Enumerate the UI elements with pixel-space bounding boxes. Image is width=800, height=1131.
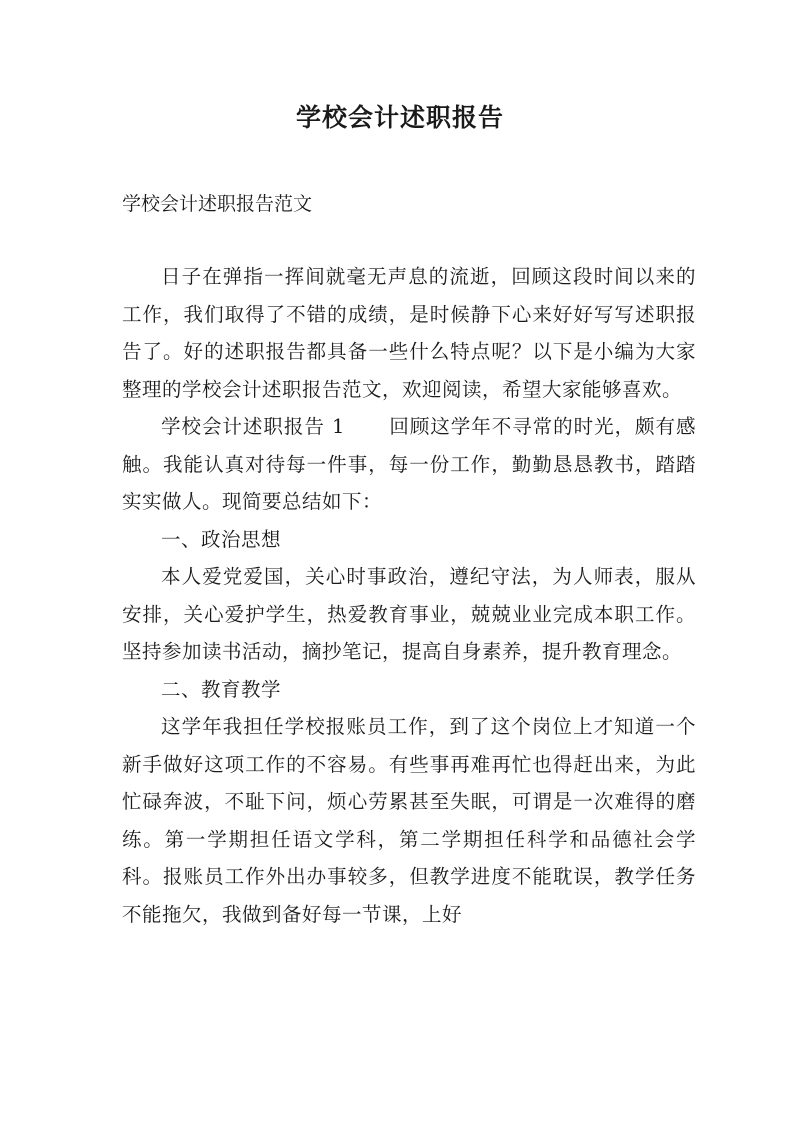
heading-politics: 一、政治思想	[161, 527, 282, 551]
section-1-intro: 回顾这学年不寻常的时光，颇有感触。我能认真对待每一件事，每一份工作，勤勤恳恳教书，踏踏实实做人。现简要总结如下：	[122, 415, 696, 513]
section-1-paragraph	[122, 408, 696, 521]
heading-teaching: 二、教育教学	[161, 677, 282, 701]
document-body	[122, 258, 696, 933]
section-1-heading: 学校会计述职报告 1	[161, 415, 345, 438]
paragraph-teaching: 这学年我担任学校报账员工作，到了这个岗位上才知道一个新手做好这项工作的不容易。有些事再难再忙也得赶出来，为此忙碌奔波，不耻下问，烦心劳累甚至失眠，可谓是一次难得的磨练。第一学期担任语文学科，第二学期担任科学和品德社会学科。报账员工作外出办事较多，但教学进度不能耽误，教学任务不能拖欠，我做到备好每一节课，上好	[122, 715, 696, 926]
document-subtitle: 学校会计述职报告范文	[122, 193, 313, 215]
document-title: 学校会计述职报告	[295, 103, 504, 132]
paragraph-politics: 本人爱党爱国，关心时事政治，遵纪守法，为人师表，服从安排，关心爱护学生，热爱教育事业，兢兢业业完成本职工作。坚持参加读书活动，摘抄笔记，提高自身素养，提升教育理念。	[122, 565, 696, 663]
intro-paragraph: 日子在弹指一挥间就毫无声息的流逝，回顾这段时间以来的工作，我们取得了不错的成绩，是时候静下心来好好写写述职报告了。好的述职报告都具备一些什么特点呢？以下是小编为大家整理的学校会计述职报告范文，欢迎阅读，希望大家能够喜欢。	[122, 265, 696, 401]
